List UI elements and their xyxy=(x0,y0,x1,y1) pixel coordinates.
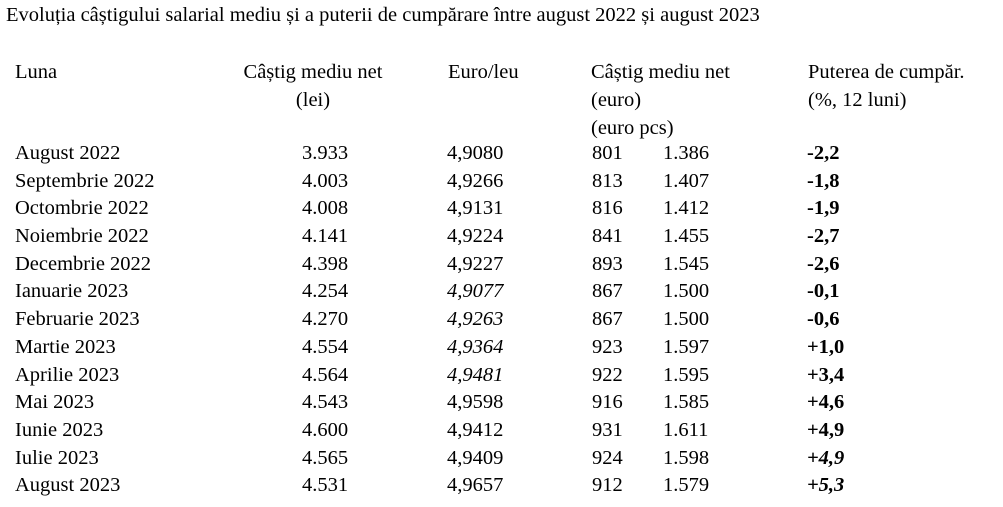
cell-rate: 4,9481 xyxy=(447,363,504,386)
cell-rate: 4,9266 xyxy=(447,169,504,192)
cell-month: Decembrie 2022 xyxy=(15,252,152,275)
cell-month: August 2022 xyxy=(15,142,121,164)
cell-power: +4,9 xyxy=(807,418,845,441)
header-rate xyxy=(448,58,519,86)
table-row xyxy=(0,389,1003,417)
cell-lei: 4.564 xyxy=(302,363,349,386)
cell-lei: 4.008 xyxy=(302,197,349,220)
data-table xyxy=(0,140,1003,500)
cell-power: -1,8 xyxy=(807,169,840,192)
cell-month: Martie 2023 xyxy=(15,335,116,358)
cell-lei: 4.554 xyxy=(302,335,349,358)
cell-lei: 3.933 xyxy=(302,142,349,164)
cell-euro-pcs: 1.595 xyxy=(663,363,710,386)
cell-euro-pcs: 1.579 xyxy=(663,474,710,497)
cell-euro-pcs: 1.386 xyxy=(663,142,710,164)
cell-month: Septembrie 2022 xyxy=(15,169,155,192)
header-month-label: Luna xyxy=(15,61,58,83)
cell-power: -2,6 xyxy=(807,252,840,275)
page-title: Evoluția câștigului salarial mediu și a puterii de cumpărare între august 2022 și august 2023 xyxy=(6,4,760,26)
cell-lei: 4.565 xyxy=(302,446,349,469)
cell-euro: 922 xyxy=(592,363,623,386)
header-lei-line2: (lei) xyxy=(295,89,331,111)
cell-power: -0,6 xyxy=(807,308,840,331)
cell-lei: 4.270 xyxy=(302,308,349,331)
table-row xyxy=(0,168,1003,196)
header-power-line2: (%, 12 luni) xyxy=(808,89,907,111)
cell-month: Iulie 2023 xyxy=(15,446,99,469)
cell-power: +3,4 xyxy=(807,363,845,386)
cell-month: Octombrie 2022 xyxy=(15,197,149,220)
cell-power: +1,0 xyxy=(807,335,845,358)
cell-euro: 841 xyxy=(592,225,623,248)
header-euro-line1: Câștig mediu net xyxy=(591,61,730,83)
cell-month: Mai 2023 xyxy=(15,391,95,414)
table-row xyxy=(0,223,1003,251)
cell-euro-pcs: 1.545 xyxy=(663,252,710,275)
cell-euro-pcs: 1.597 xyxy=(663,335,710,358)
cell-lei: 4.531 xyxy=(302,474,349,497)
cell-rate: 4,9224 xyxy=(447,225,504,248)
header-lei-line1: Câștig mediu net xyxy=(243,61,383,83)
cell-rate: 4,9131 xyxy=(447,197,504,220)
cell-rate: 4,9077 xyxy=(447,280,504,303)
cell-euro-pcs: 1.585 xyxy=(663,391,710,414)
table-row xyxy=(0,417,1003,445)
cell-rate: 4,9412 xyxy=(447,418,504,441)
cell-month: Ianuarie 2023 xyxy=(15,280,129,303)
header-lei xyxy=(232,58,394,114)
cell-lei: 4.600 xyxy=(302,418,349,441)
cell-euro-pcs: 1.455 xyxy=(663,225,710,248)
cell-power: +5,3 xyxy=(807,474,845,497)
cell-power: +4,6 xyxy=(807,391,845,414)
header-power-line1: Puterea de cumpăr. xyxy=(808,61,965,83)
cell-euro: 912 xyxy=(592,474,623,497)
table-row xyxy=(0,278,1003,306)
cell-rate: 4,9364 xyxy=(447,335,504,358)
cell-rate: 4,9263 xyxy=(447,308,504,331)
cell-euro: 816 xyxy=(592,197,623,220)
table-row xyxy=(0,362,1003,390)
cell-rate: 4,9080 xyxy=(447,142,504,164)
cell-euro-pcs: 1.407 xyxy=(663,169,710,192)
header-rate-label: Euro/leu xyxy=(448,61,519,83)
table-row xyxy=(0,306,1003,334)
table-row xyxy=(0,140,1003,168)
cell-power: +4,9 xyxy=(807,446,845,469)
cell-month: Iunie 2023 xyxy=(15,418,104,441)
cell-month: Februarie 2023 xyxy=(15,308,140,331)
cell-euro-pcs: 1.611 xyxy=(663,418,709,441)
cell-euro: 813 xyxy=(592,169,623,192)
cell-power: -2,2 xyxy=(807,142,840,164)
cell-lei: 4.003 xyxy=(302,169,349,192)
cell-rate: 4,9598 xyxy=(447,391,504,414)
cell-euro: 893 xyxy=(592,252,623,275)
cell-power: -0,1 xyxy=(807,280,840,303)
cell-euro: 867 xyxy=(592,280,623,303)
cell-euro-pcs: 1.500 xyxy=(663,308,710,331)
table-row xyxy=(0,334,1003,362)
cell-euro: 801 xyxy=(592,142,623,164)
header-euro xyxy=(591,58,730,142)
table-row xyxy=(0,472,1003,500)
header-month xyxy=(15,58,57,86)
cell-rate: 4,9657 xyxy=(447,474,504,497)
cell-euro: 923 xyxy=(592,335,623,358)
header-power xyxy=(808,58,965,114)
header-euro-sub-b: (euro pcs) xyxy=(591,117,674,139)
cell-lei: 4.254 xyxy=(302,280,349,303)
cell-rate: 4,9227 xyxy=(447,252,504,275)
cell-month: Noiembrie 2022 xyxy=(15,225,149,248)
cell-euro: 931 xyxy=(592,418,623,441)
header-euro-sub xyxy=(591,86,730,142)
cell-euro-pcs: 1.500 xyxy=(663,280,710,303)
cell-euro: 924 xyxy=(592,446,623,469)
table-row xyxy=(0,445,1003,473)
cell-euro-pcs: 1.598 xyxy=(663,446,710,469)
header-euro-sub-a: (euro) xyxy=(591,89,642,111)
cell-euro-pcs: 1.412 xyxy=(663,197,710,220)
cell-euro: 916 xyxy=(592,391,623,414)
cell-month: August 2023 xyxy=(15,474,121,497)
cell-lei: 4.543 xyxy=(302,391,349,414)
table-row xyxy=(0,251,1003,279)
cell-lei: 4.398 xyxy=(302,252,349,275)
cell-euro: 867 xyxy=(592,308,623,331)
table-row xyxy=(0,195,1003,223)
cell-power: -2,7 xyxy=(807,225,840,248)
cell-lei: 4.141 xyxy=(302,225,349,248)
cell-power: -1,9 xyxy=(807,197,840,220)
cell-rate: 4,9409 xyxy=(447,446,504,469)
cell-month: Aprilie 2023 xyxy=(15,363,120,386)
